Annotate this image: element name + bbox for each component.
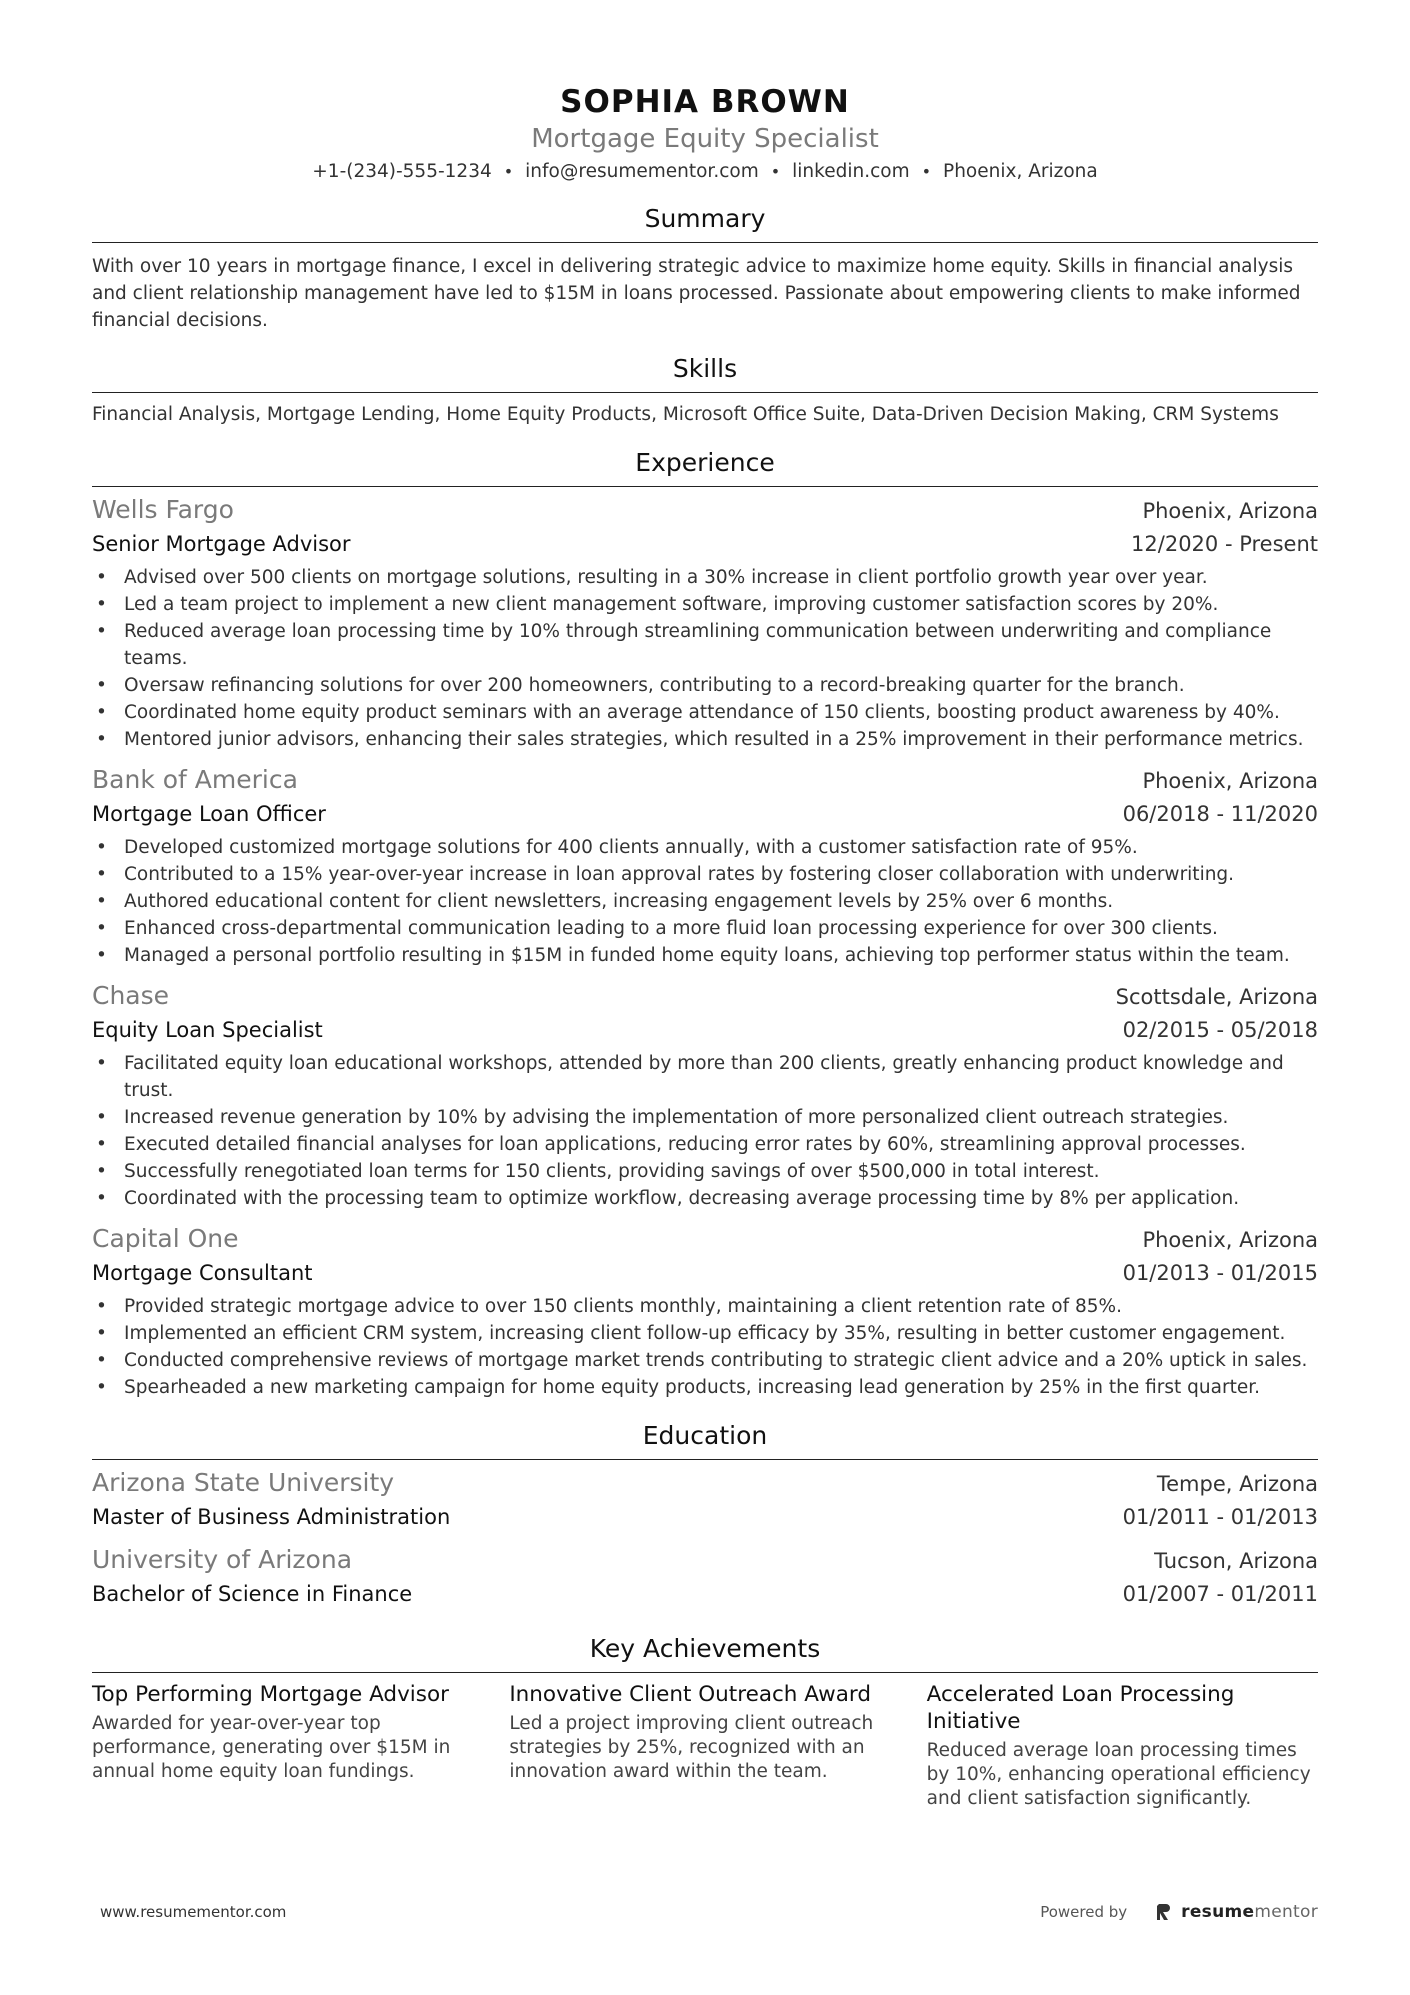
job-location: Phoenix, Arizona [1142,1228,1318,1252]
job-bullet: • Authored educational content for client newsletters, increasing engagement levels by 25% over 6 months. [92,888,1318,915]
achievements-section [92,1632,1318,1811]
education-school: Arizona State University [92,1468,395,1497]
resume-page [92,0,1318,1811]
experience-section [92,446,1318,1401]
job-entry [92,493,1318,753]
achievement-title: Accelerated Loan Processing Initiative [926,1682,1235,1734]
contact-email[interactable]: info@resumementor.com [525,161,759,182]
job-bullet: • Executed detailed financial analyses for loan applications, reducing error rates by 60%, streamlining approval processes. [92,1131,1318,1158]
job-bullet: • Provided strategic mortgage advice to over 150 clients monthly, maintaining a client retention rate of 85%. [92,1293,1318,1320]
job-dates: 06/2018 - 11/2020 [1122,802,1318,826]
job-dates: 12/2020 - Present [1131,532,1318,556]
job-role: Equity Loan Specialist [92,1018,323,1042]
job-bullet: • Successfully renegotiated loan terms for 150 clients, providing savings of over $500,000 in total interest. [92,1158,1318,1185]
education-dates: 01/2007 - 01/2011 [1122,1582,1318,1606]
powered-by-label: Powered by [1040,1903,1128,1921]
contact-location: Phoenix, Arizona [943,161,1098,182]
achievement-title: Innovative Client Outreach Award [509,1682,871,1707]
section-heading-summary: Summary [92,202,1318,243]
job-company: Bank of America [92,765,298,794]
achievement-item [927,1681,1318,1811]
contact-linkedin[interactable]: linkedin.com [792,161,910,182]
job-entry [92,763,1318,969]
job-role: Mortgage Loan Officer [92,802,326,826]
job-bullet: • Implemented an efficient CRM system, increasing client follow-up efficacy by 35%, resulting in better customer engagement. [92,1320,1318,1347]
separator-dot-icon: • [921,162,932,181]
summary-section [92,202,1318,334]
job-bullet: • Led a team project to implement a new client management software, improving customer satisfaction scores by 20%. [92,591,1318,618]
brand-bold: resume [1181,1902,1255,1922]
achievement-desc: Awarded for year-over-year top performance, generating over $15M in annual home equity loan fundings. [92,1713,451,1782]
job-company: Wells Fargo [92,495,234,524]
job-location: Scottsdale, Arizona [1115,985,1318,1009]
achievement-title: Top Performing Mortgage Advisor [92,1682,449,1707]
achievement-item [92,1681,483,1811]
job-dates: 01/2013 - 01/2015 [1122,1261,1318,1285]
job-role: Senior Mortgage Advisor [92,532,351,556]
summary-text: With over 10 years in mortgage finance, I excel in delivering strategic advice to maximize home equity. Skills in financial analysis and client relationship management have led to $15M in loans processed. Passionate about empowering clients to make informed financial decisions. [92,256,1301,331]
candidate-title: Mortgage Equity Specialist [531,124,879,154]
contact-line [92,158,1318,186]
job-bullets [92,834,1318,969]
job-bullet: • Enhanced cross-departmental communication leading to a more fluid loan processing experience for over 300 clients. [92,915,1318,942]
job-bullet: • Facilitated equity loan educational workshops, attended by more than 200 clients, greatly enhancing product knowledge and trust. [92,1050,1318,1104]
education-section [92,1419,1318,1610]
job-bullets [92,1050,1318,1212]
job-bullets [92,564,1318,753]
job-bullet: • Increased revenue generation by 10% by advising the implementation of more personalized client outreach strategies. [92,1104,1318,1131]
job-bullets [92,1293,1318,1401]
job-role: Mortgage Consultant [92,1261,313,1285]
job-bullet: • Contributed to a 15% year-over-year increase in loan approval rates by fostering closer collaboration with underwriting. [92,861,1318,888]
achievement-desc: Led a project improving client outreach strategies by 25%, recognized with an innovation award within the team. [509,1713,874,1782]
job-location: Phoenix, Arizona [1142,499,1318,523]
job-bullet: • Coordinated with the processing team to optimize workflow, decreasing average processing time by 8% per application. [92,1185,1318,1212]
skills-text: Financial Analysis, Mortgage Lending, Home Equity Products, Microsoft Office Suite, Data-Driven Decision Making, CRM Systems [92,404,1279,425]
contact-phone: +1-(234)-555-1234 [312,161,492,182]
education-degree: Master of Business Administration [92,1505,451,1529]
candidate-name: SOPHIA BROWN [560,84,850,120]
education-location: Tucson, Arizona [1154,1549,1318,1573]
section-heading-experience: Experience [92,446,1318,487]
education-entry [92,1466,1318,1533]
footer-website-link[interactable]: www.resumementor.com [100,1903,287,1921]
separator-dot-icon: • [503,162,514,181]
brand-light: mentor [1254,1902,1318,1922]
page-footer [100,1902,1318,1922]
separator-dot-icon: • [770,162,781,181]
job-entry [92,979,1318,1212]
education-location: Tempe, Arizona [1156,1472,1318,1496]
job-bullet: • Developed customized mortgage solutions for 400 clients annually, with a customer satisfaction rate of 95%. [92,834,1318,861]
job-bullet: • Oversaw refinancing solutions for over 200 homeowners, contributing to a record-breaking quarter for the branch. [92,672,1318,699]
section-heading-skills: Skills [92,352,1318,393]
education-school: University of Arizona [92,1545,353,1574]
job-bullet: • Mentored junior advisors, enhancing their sales strategies, which resulted in a 25% improvement in their performance metrics. [92,726,1318,753]
footer-brand [1040,1902,1318,1922]
job-bullet: • Conducted comprehensive reviews of mortgage market trends contributing to strategic client advice and a 20% uptick in sales. [92,1347,1318,1374]
resume-header [92,0,1318,186]
job-dates: 02/2015 - 05/2018 [1122,1018,1318,1042]
job-bullet: • Managed a personal portfolio resulting in $15M in funded home equity loans, achieving top performer status within the team. [92,942,1318,969]
resumementor-wordmark [1181,1902,1318,1922]
achievement-desc: Reduced average loan processing times by 10%, enhancing operational efficiency and client satisfaction significantly. [926,1740,1311,1809]
education-dates: 01/2011 - 01/2013 [1122,1505,1318,1529]
section-heading-achievements: Key Achievements [92,1632,1318,1673]
job-location: Phoenix, Arizona [1142,769,1318,793]
job-company: Capital One [92,1224,239,1253]
resumementor-logo-icon [1157,1903,1171,1921]
job-bullet: • Spearheaded a new marketing campaign for home equity products, increasing lead generation by 25% in the first quarter. [92,1374,1318,1401]
education-degree: Bachelor of Science in Finance [92,1582,413,1606]
job-entry [92,1222,1318,1401]
skills-section [92,352,1318,428]
job-company: Chase [92,981,170,1010]
achievement-item [509,1681,900,1811]
job-bullet: • Advised over 500 clients on mortgage solutions, resulting in a 30% increase in client portfolio growth year over year. [92,564,1318,591]
section-heading-education: Education [92,1419,1318,1460]
achievements-grid [92,1681,1318,1811]
education-entry [92,1543,1318,1610]
job-bullet: • Coordinated home equity product seminars with an average attendance of 150 clients, boosting product awareness by 40%. [92,699,1318,726]
job-bullet: • Reduced average loan processing time by 10% through streamlining communication between underwriting and compliance teams. [92,618,1318,672]
